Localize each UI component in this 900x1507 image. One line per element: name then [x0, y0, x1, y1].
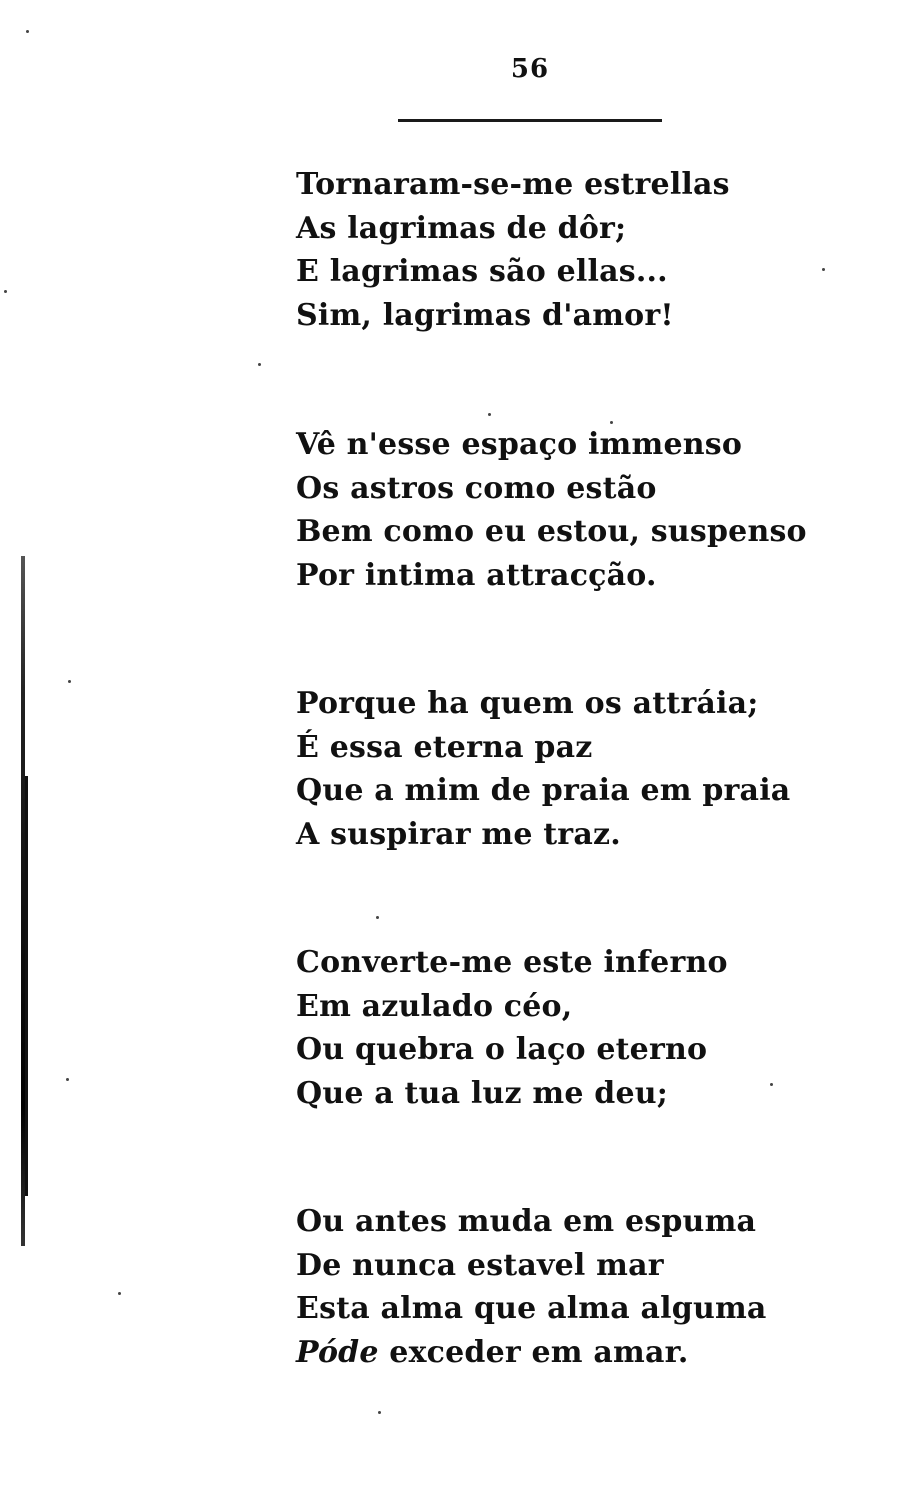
- verse-line: Sim, lagrimas d'amor!: [296, 297, 674, 333]
- scan-speck: [118, 1292, 121, 1295]
- scan-speck: [376, 916, 379, 919]
- page-number: 56: [510, 54, 550, 84]
- scan-speck: [66, 1078, 69, 1081]
- verse-line: E lagrimas são ellas...: [296, 254, 668, 289]
- verse-line: Em azulado céo,: [296, 988, 573, 1024]
- scan-speck: [68, 680, 71, 683]
- scan-speck: [258, 363, 261, 366]
- stanza-2: [296, 423, 856, 597]
- verse-line: Esta alma que alma alguma: [296, 1291, 767, 1326]
- verse-line: Por intima attracção.: [296, 557, 657, 593]
- verse-line: Bem como eu estou, suspenso: [296, 514, 807, 549]
- verse-line: Tornaram-se-me estrellas: [296, 167, 730, 202]
- verse-line: É essa eterna paz: [296, 729, 593, 765]
- scan-speck: [26, 30, 29, 33]
- verse-line: A suspirar me traz.: [296, 816, 621, 852]
- binding-bar-inner: [25, 776, 28, 1196]
- scan-speck: [488, 413, 491, 416]
- verse-line: De nunca estavel mar: [296, 1247, 664, 1283]
- verse-line: Ou antes muda em espuma: [296, 1204, 757, 1239]
- binding-edge-shadow: [17, 556, 31, 1246]
- verse-line: Porque ha quem os attráia;: [296, 686, 759, 721]
- verse-line-last: [296, 1331, 856, 1375]
- stanza-1: [296, 163, 856, 337]
- verse-line: As lagrimas de dôr;: [296, 210, 627, 246]
- verse-line-rest: exceder em amar.: [378, 1334, 689, 1370]
- stanza-5: [296, 1200, 856, 1374]
- italic-word: Póde: [296, 1334, 379, 1370]
- scan-speck: [610, 421, 613, 424]
- verse-line: Que a mim de praia em praia: [296, 773, 791, 808]
- scan-speck: [378, 1411, 381, 1414]
- header-rule: [398, 119, 662, 122]
- verse-line: Converte-me este inferno: [296, 945, 728, 980]
- stanza-4: [296, 941, 856, 1115]
- scan-speck: [822, 268, 825, 271]
- scan-speck: [4, 290, 7, 293]
- verse-line: Que a tua luz me deu;: [296, 1075, 669, 1111]
- verse-line: Ou quebra o laço eterno: [296, 1032, 708, 1067]
- verse-line: Os astros como estão: [296, 470, 657, 506]
- stanza-3: [296, 682, 856, 856]
- scan-speck: [770, 1083, 773, 1086]
- verse-line: Vê n'esse espaço immenso: [296, 427, 743, 462]
